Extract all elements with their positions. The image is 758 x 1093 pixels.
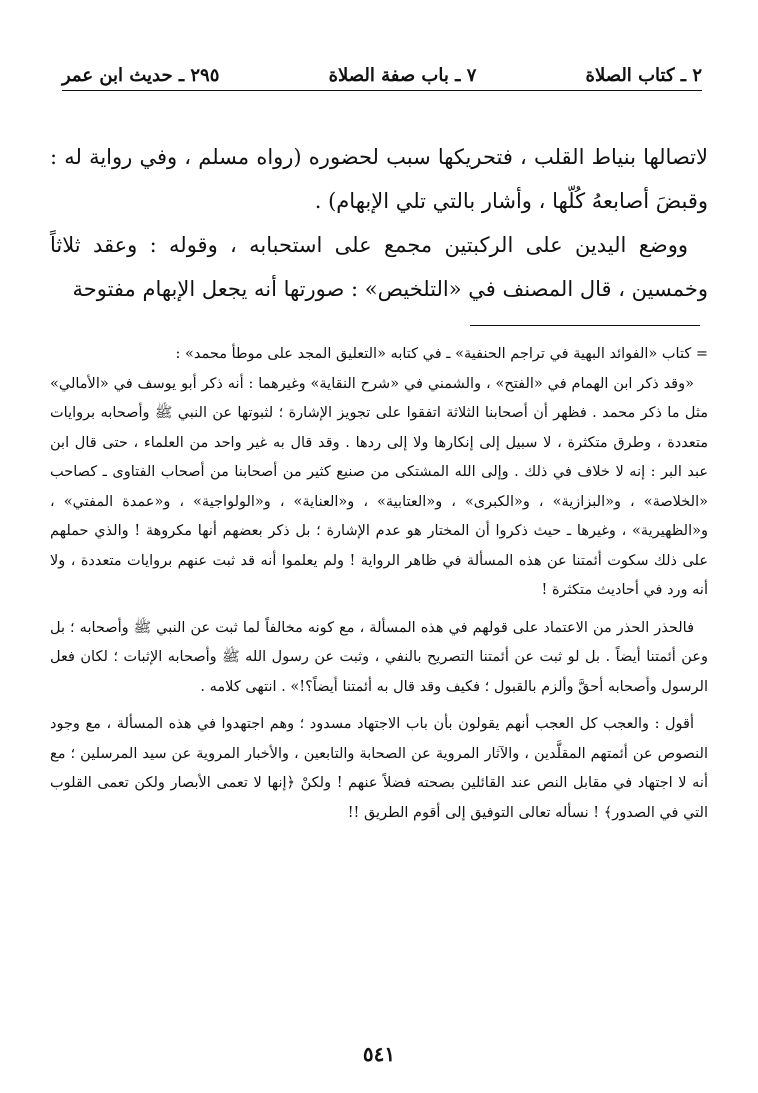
running-header — [62, 60, 702, 91]
header-book-title: ٢ ـ كتاب الصلاة — [585, 64, 702, 86]
header-hadith-title: ٢٩٥ ـ حديث ابن عمر — [62, 64, 220, 86]
main-paragraph: ووضع اليدين على الركبتين مجمع على استحبابه ، وقوله : وعقد ثلاثاً وخمسين ، قال المصنف في «التلخيص» : صورتها أنه يجعل الإبهام مفتوحة — [50, 233, 708, 301]
page-number: ٥٤١ — [362, 1042, 396, 1066]
footnote-paragraph: = كتاب «الفوائد البهية في تراجم الحنفية» ـ في كتابه «التعليق المجد على موطأ محمد» : — [175, 346, 708, 362]
footnote-separator — [470, 325, 700, 326]
footnote-paragraph: أقول : والعجب كل العجب أنهم يقولون بأن باب الاجتهاد مسدود ؛ وهم اجتهدوا في هذه المسألة ، مع وجود النصوص عن أئمتهم المقلَّدين ، والآثار المروية عن الصحابة والتابعين ، والأخبار المروية عن سيد المرسلين ؛ مع أنه لا اجتهاد في مقابل النص عند القائلين بصحته فضلاً عنهم ! ولكنْ ﴿إنها لا تعمى الأبصار ولكن تعمى القلوب التي في الصدور﴾ ! نسأله تعالى التوفيق إلى أقوم الطريق !! — [50, 716, 708, 821]
main-text — [50, 135, 708, 311]
footnote-paragraph: فالحذر الحذر من الاعتماد على قولهم في هذه المسألة ، مع كونه مخالفاً لما ثبت عن النبي ﷺ وأصحابه ؛ بل وعن أئمتنا أيضاً . بل لو ثبت عن أئمتنا التصريح بالنفي ، وثبت عن رسول الله ﷺ وأصحابه الإثبات ؛ لكان فعل الرسول وأصحابه أحقَّ وألزم بالقبول ؛ فكيف وقد قال به أئمتنا أيضاً؟!» . انتهى كلامه . — [50, 619, 708, 695]
footnote-paragraph: «وقد ذكر ابن الهمام في «الفتح» ، والشمني في «شرح النقاية» وغيرهما : أنه ذكر أبو يوسف في «الأمالي» مثل ما ذكر محمد . فظهر أن أصحابنا الثلاثة اتفقوا على تجويز الإشارة ؛ لثبوتها عن النبي ﷺ وأصحابه بروايات متعددة ، وطرق متكثرة ، لا سبيل إلى إنكارها ولا إلى ردها . وقد قال به غير واحد من العلماء ، حتى قال ابن عبد البر : إنه لا خلاف في ذلك . وإلى الله المشتكى من صنيع كثير من أصحابنا من أصحاب الفتاوى ـ كصاحب «الخلاصة» ، و«البزازية» ، و«الكبرى» ، و«العتابية» ، و«العناية» ، و«الولواجية» ، و«عمدة المفتي» ، و«الظهيرية» ، وغيرها ـ حيث ذكروا أن المختار هو عدم الإشارة ؛ بل ذكر بعضهم أنها مكروهة ! والذي حملهم على ذلك سكوت أئمتنا عن هذه المسألة في ظاهر الرواية ! ولم يعلموا أنه قد ثبت عنهم بروايات متعددة ، ولا أنه ورد في أحاديث متكثرة ! — [50, 375, 708, 598]
header-chapter-title: ٧ ـ باب صفة الصلاة — [328, 64, 477, 86]
footnotes — [50, 340, 708, 828]
main-paragraph: لاتصالها بنياط القلب ، فتحريكها سبب لحضوره (رواه مسلم ، وفي رواية له : وقبضَ أصابعهُ كُلّها ، وأشار بالتي تلي الإبهام) . — [50, 145, 708, 213]
